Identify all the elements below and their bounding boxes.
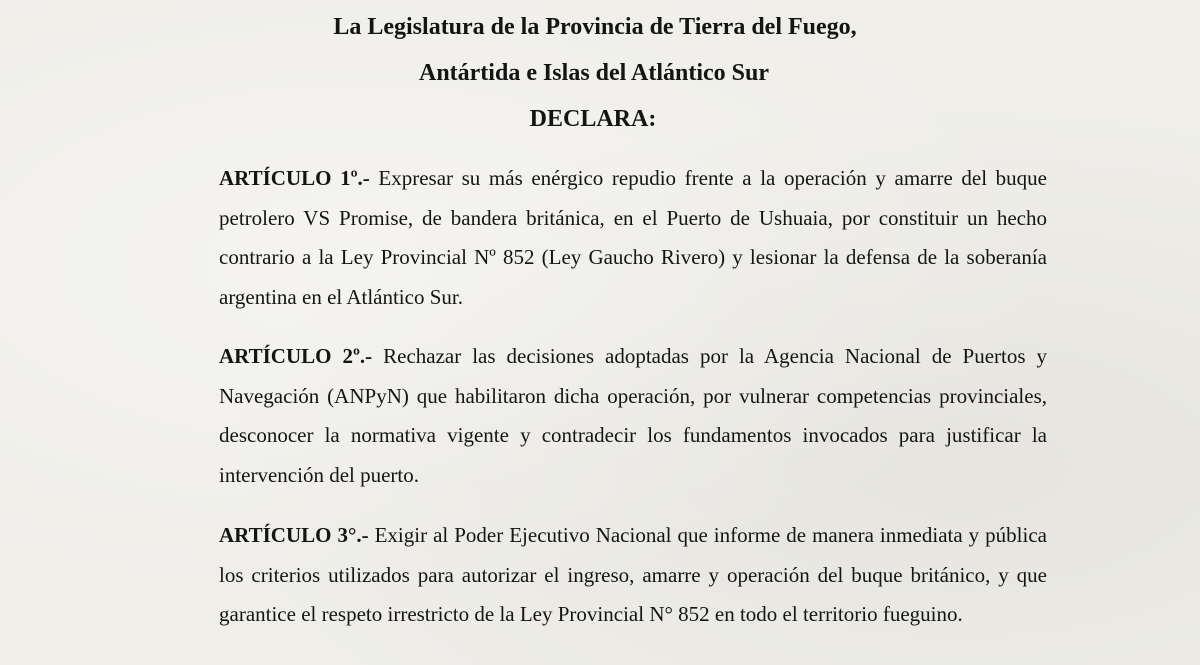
article-1 bbox=[219, 159, 1047, 317]
article-2-label: ARTÍCULO 2º.- bbox=[219, 344, 373, 368]
article-1-label: ARTÍCULO 1º.- bbox=[219, 166, 370, 190]
heading-province: Antártida e Islas del Atlántico Sur bbox=[418, 60, 769, 86]
article-3 bbox=[219, 516, 1047, 635]
heading-declara: DECLARA: bbox=[529, 106, 657, 132]
article-2 bbox=[219, 337, 1047, 495]
article-3-text: Exigir al Poder Ejecutivo Nacional que informe de manera inmediata y pública los criterios utilizados para autorizar el ingreso, amarre y operación del buque británico, y que garantice el respeto irrestricto de la Ley Provincial N° 852 en todo el territorio fueguino. bbox=[219, 523, 1047, 626]
article-3-label: ARTÍCULO 3°.- bbox=[219, 523, 369, 547]
article-2-text: Rechazar las decisiones adoptadas por la Agencia Nacional de Puertos y Navegación (ANPyN) que habilitaron dicha operación, por vulnerar competencias provinciales, desconocer la normativa vigente y contradecir los fundamentos invocados para justificar la intervención del puerto. bbox=[219, 344, 1048, 487]
article-1-text: Expresar su más enérgico repudio frente a la operación y amarre del buque petrolero VS Promise, de bandera británica, en el Puerto de Ushuaia, por constituir un hecho contrario a la Ley Provincial Nº 852 (Ley Gaucho Rivero) y lesionar la defensa de la soberanía argentina en el Atlántico Sur. bbox=[219, 166, 1047, 309]
heading-legislature: La Legislatura de la Provincia de Tierra del Fuego, bbox=[333, 14, 857, 40]
